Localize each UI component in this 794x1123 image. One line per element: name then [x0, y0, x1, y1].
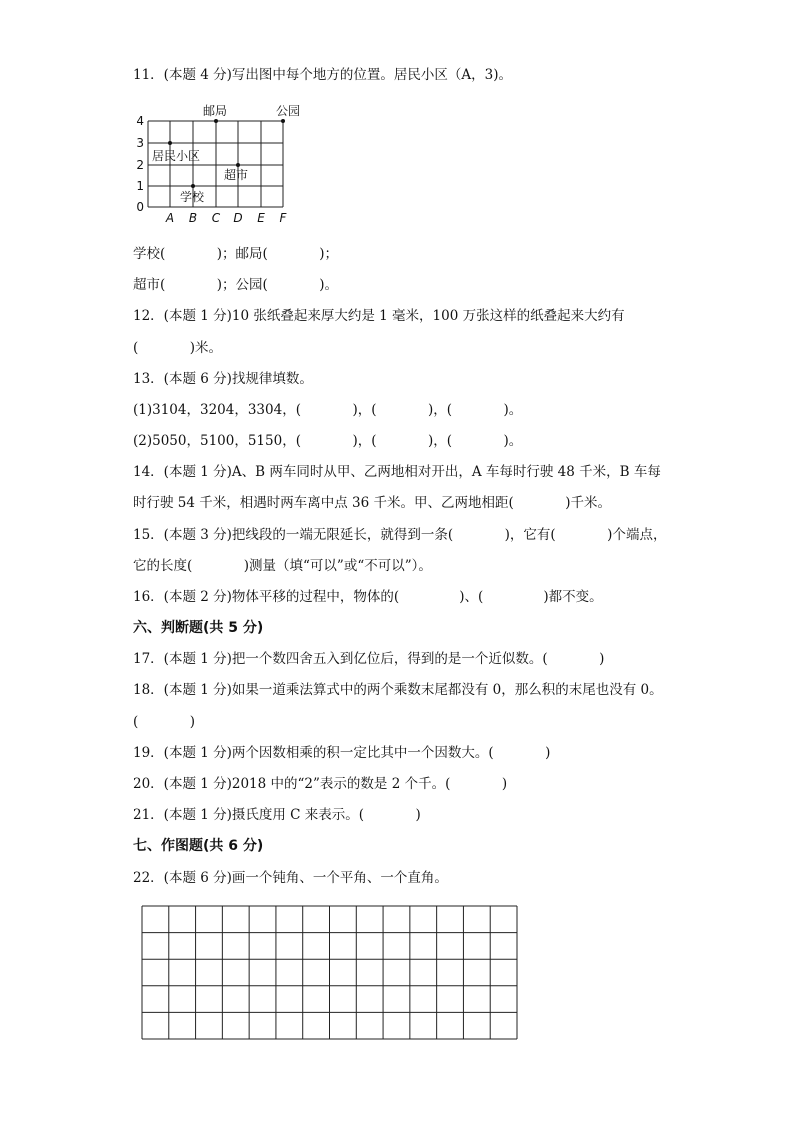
point-supermarket — [236, 163, 240, 167]
section-7-heading: 七、作图题(共 6 分) — [133, 838, 264, 854]
q15-line-2: 它的长度( )测量（填“可以”或“不可以”）。 — [133, 558, 432, 574]
drawing-grid-svg[interactable] — [141, 905, 519, 1041]
label-supermarket: 超市 — [224, 168, 249, 182]
drawing-grid[interactable] — [141, 905, 519, 1045]
q16-line-1: 16．(本题 2 分)物体平移的过程中，物体的( )、( )都不变。 — [133, 589, 603, 605]
q21-line-1: 21．(本题 1 分)摄氏度用 C 来表示。( ) — [133, 807, 421, 823]
x-tick-d: D — [233, 211, 243, 225]
y-tick-1: 1 — [136, 179, 144, 193]
q20-line-1: 20．(本题 1 分)2018 中的“2”表示的数是 2 个千。( ) — [133, 776, 508, 792]
q19-line-1: 19．(本题 1 分)两个因数相乘的积一定比其中一个因数大。( ) — [133, 745, 551, 761]
x-tick-f: F — [279, 211, 287, 225]
y-tick-0: 0 — [136, 200, 144, 214]
q14-line-2: 时行驶 54 千米，相遇时两车离中点 36 千米。甲、乙两地相距( )千米。 — [133, 495, 612, 511]
coordinate-map-svg — [133, 100, 313, 230]
point-school — [191, 184, 195, 188]
label-residential: 居民小区 — [152, 149, 201, 163]
q18-line-1: 18．(本题 1 分)如果一道乘法算式中的两个乘数末尾都没有 0，那么积的末尾也没有 0。 — [133, 682, 663, 698]
q22-line-1: 22．(本题 6 分)画一个钝角、一个平角、一个直角。 — [133, 870, 448, 886]
label-park: 公园 — [276, 104, 301, 118]
point-residential — [168, 141, 172, 145]
q18-line-2: ( ) — [133, 714, 196, 730]
q11-answer-line-1: 学校( )；邮局( )； — [133, 246, 339, 262]
q15-line-1: 15．(本题 3 分)把线段的一端无限延长，就得到一条( )，它有( )个端点， — [133, 527, 667, 543]
label-post-office: 邮局 — [203, 104, 228, 118]
x-tick-a: A — [165, 211, 175, 225]
q14-line-1: 14．(本题 1 分)A、B 两车同时从甲、乙两地相对开出，A 车每时行驶 48 千米，B 车每 — [133, 464, 661, 480]
q12-line-1: 12．(本题 1 分)10 张纸叠起来厚大约是 1 毫米，100 万张这样的纸叠起来大约有 — [133, 308, 625, 324]
x-tick-c: C — [211, 211, 221, 225]
x-tick-b: B — [188, 211, 198, 225]
y-tick-3: 3 — [136, 136, 144, 150]
y-tick-4: 4 — [136, 114, 144, 128]
q13-line-1: (1)3104，3204，3304，( )，( )，( )。 — [133, 402, 523, 418]
q13-line-2: (2)5050，5100，5150，( )，( )，( )。 — [133, 433, 523, 449]
point-post-office — [214, 119, 218, 123]
x-tick-e: E — [257, 211, 265, 225]
label-school: 学校 — [180, 190, 205, 204]
coordinate-map — [133, 100, 313, 230]
q11-answer-line-2: 超市( )；公园( )。 — [133, 277, 339, 293]
q11-title: 11．(本题 4 分)写出图中每个地方的位置。居民小区（A，3)。 — [133, 67, 512, 83]
q12-line-2: ( )米。 — [133, 340, 223, 356]
q13-title: 13．(本题 6 分)找规律填数。 — [133, 371, 313, 387]
q17-line-1: 17．(本题 1 分)把一个数四舍五入到亿位后，得到的是一个近似数。( ) — [133, 651, 605, 667]
y-tick-2: 2 — [136, 158, 144, 172]
point-park — [281, 119, 285, 123]
section-6-heading: 六、判断题(共 5 分) — [133, 620, 264, 636]
